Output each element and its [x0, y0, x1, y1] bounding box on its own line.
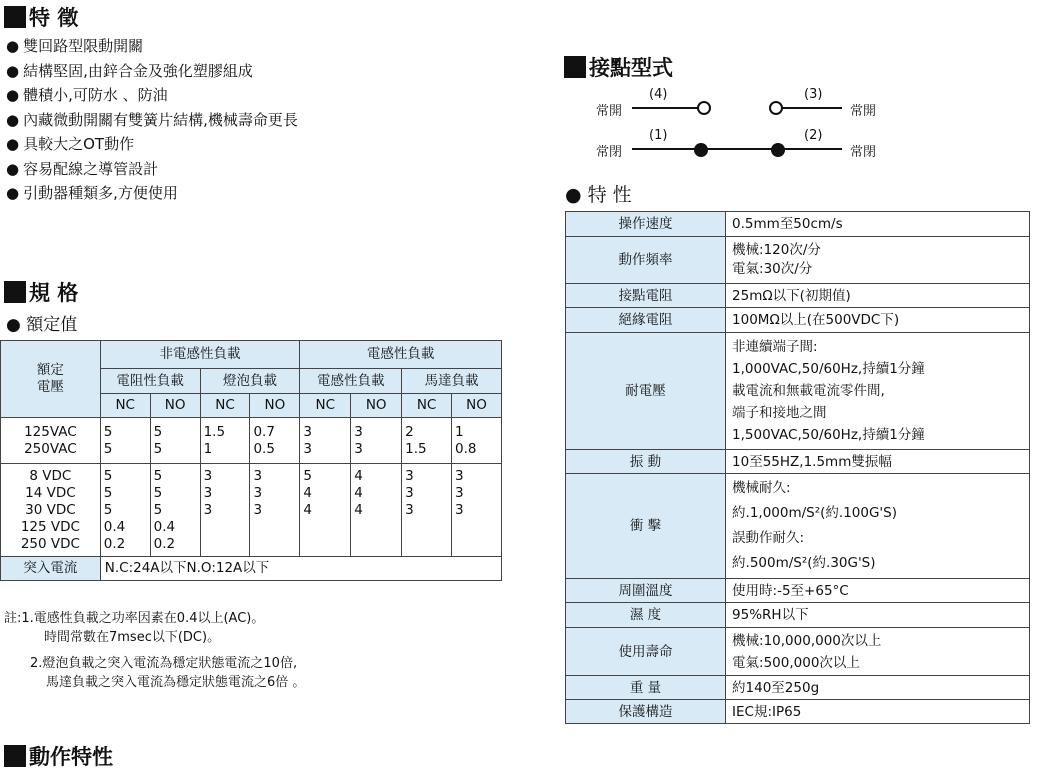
char-value: IEC規:IP65: [726, 700, 1030, 724]
dc-voltage-cell: 8 VDC 14 VDC 30 VDC 125 VDC 250 VDC: [1, 464, 101, 557]
terminal-4-label: (4): [649, 87, 668, 102]
normally-closed-label: 常閉: [596, 145, 623, 160]
contact-heading: [564, 52, 673, 82]
square-bullet-icon: [4, 745, 26, 767]
dc-value-cell: 3 3 3: [452, 464, 502, 557]
no-header: NO: [150, 394, 200, 418]
char-value: 10至55HZ,1.5mm雙振幅: [726, 450, 1030, 474]
char-value: 機械:10,000,000次以上 電氣:500,000次以上: [726, 628, 1030, 676]
inductive-load-header: 電感性負載: [300, 369, 402, 394]
closed-contact-icon: [694, 143, 708, 157]
normally-closed-label: 常閉: [850, 145, 877, 160]
bullet-icon: ●: [6, 184, 20, 202]
feature-item: ● 體積小,可防水 、防油: [6, 86, 168, 104]
feature-item: ● 容易配線之導管設計: [6, 159, 159, 178]
spec-subtitle-row: [6, 310, 77, 335]
square-bullet-icon: [4, 6, 26, 28]
char-value: 非連續端子間: 1,000VAC,50/60Hz,持續1分鐘 載電流和無載電流零件間, 端子和接地之間 1,500VAC,50/60Hz,持續1分鐘: [726, 333, 1030, 450]
inrush-value: N.C:24A以下N.O:12A以下: [100, 557, 501, 581]
char-value: 使用時:-5至+65°C: [726, 579, 1030, 603]
ac-value-cell: 1.5 1: [200, 418, 250, 464]
feature-item: ● 雙回路型限動開關: [6, 37, 144, 55]
nc-header: NC: [300, 394, 351, 418]
note-1-line-2: 時間常數在7msec以下(DC)。: [44, 629, 221, 645]
note-1-line-1: 1.電感性負載之功率因素在0.4以上(AC)。: [21, 611, 265, 626]
open-contact-icon: [698, 102, 710, 114]
features-heading: [4, 2, 78, 32]
feature-item: ● 結構堅固,由鋅合金及強化塑膠組成: [6, 61, 253, 80]
dc-value-cell: 3 3 3: [402, 464, 452, 557]
no-header: NO: [351, 394, 402, 418]
bullet-icon: ●: [6, 37, 20, 55]
char-value: 0.5mm至50cm/s: [726, 212, 1030, 237]
open-contact-icon: [770, 102, 782, 114]
features-list: [6, 34, 298, 206]
bullet-icon: ●: [6, 110, 20, 129]
motor-load-header: 馬達負載: [402, 369, 502, 394]
terminal-2-label: (2): [804, 128, 823, 143]
inrush-label: 突入電流: [1, 557, 101, 581]
characteristics-table: [565, 211, 1030, 724]
char-label: 振 動: [566, 450, 726, 474]
ac-value-cell: 2 1.5: [402, 418, 452, 464]
bullet-icon: ●: [6, 86, 20, 104]
contact-diagram: [560, 86, 900, 166]
char-label: 接點電阻: [566, 284, 726, 308]
dc-value-cell: 5 5 5 0.4 0.2: [150, 464, 200, 557]
rating-table: [0, 340, 502, 581]
feature-item: ● 引動器種類多,方便使用: [6, 184, 178, 202]
bullet-icon: ●: [6, 159, 20, 178]
inductive-header: 電感性負載: [300, 341, 502, 369]
normally-open-label: 常開: [850, 104, 877, 119]
nc-header: NC: [402, 394, 452, 418]
non-inductive-header: 非電感性負載: [100, 341, 300, 369]
characteristics-title: 特 性: [587, 184, 632, 206]
nc-header: NC: [100, 394, 150, 418]
ac-value-cell: 5 5: [100, 418, 150, 464]
bullet-icon: ●: [6, 61, 20, 80]
char-value: 機械耐久: 約.1,000m/S²(約.100G'S) 誤動作耐久: 約.500m/S²(約.30G'S): [726, 474, 1030, 579]
char-label: 重 量: [566, 676, 726, 700]
char-value: 機械:120次/分 電氣:30次/分: [726, 237, 1030, 284]
bullet-icon: ●: [6, 315, 21, 335]
char-value: 約140至250g: [726, 676, 1030, 700]
resistive-load-header: 電阻性負載: [100, 369, 200, 394]
spec-subtitle: 額定值: [26, 315, 78, 335]
char-value: 95%RH以下: [726, 603, 1030, 628]
contact-title: 接點型式: [589, 56, 673, 80]
ac-voltage-cell: 125VAC 250VAC: [1, 418, 101, 464]
char-label: 濕 度: [566, 603, 726, 628]
char-value: 25mΩ以下(初期值): [726, 284, 1030, 308]
spec-title: 規 格: [29, 281, 79, 305]
no-header: NO: [452, 394, 502, 418]
square-bullet-icon: [564, 56, 586, 78]
terminal-3-label: (3): [804, 87, 823, 102]
operation-title: 動作特性: [29, 745, 113, 769]
dc-value-cell: 4 4 4: [351, 464, 402, 557]
ac-value-cell: 3 3: [300, 418, 351, 464]
closed-contact-icon: [771, 143, 785, 157]
rated-voltage-header: 額定 電壓: [1, 341, 101, 418]
ac-value-cell: 5 5: [150, 418, 200, 464]
dc-value-cell: 5 4 4: [300, 464, 351, 557]
feature-item: ● 內藏微動開關有雙簧片結構,機械壽命更長: [6, 110, 298, 129]
char-label: 使用壽命: [566, 628, 726, 676]
char-label: 操作速度: [566, 212, 726, 237]
char-label: 動作頻率: [566, 237, 726, 284]
bullet-icon: ●: [565, 184, 582, 206]
char-label: 周圍溫度: [566, 579, 726, 603]
normally-open-label: 常開: [596, 104, 623, 119]
note-2-line-2: 馬達負載之突入電流為穩定狀態電流之6倍 。: [46, 674, 306, 690]
characteristics-heading: [565, 180, 632, 207]
features-title: 特 徵: [29, 6, 79, 30]
note-2-line-1: 2.燈泡負載之突入電流為穩定狀態電流之10倍,: [30, 656, 298, 671]
char-value: 100MΩ以上(在500VDC下): [726, 308, 1030, 333]
no-header: NO: [250, 394, 300, 418]
spec-heading: [4, 277, 78, 307]
square-bullet-icon: [4, 281, 26, 303]
feature-item: ● 具較大之OT動作: [6, 135, 135, 153]
operation-heading: [4, 741, 113, 771]
char-label: 保護構造: [566, 700, 726, 724]
spec-notes: [4, 610, 305, 692]
char-label: 耐電壓: [566, 333, 726, 450]
ac-value-cell: 3 3: [351, 418, 402, 464]
dc-value-cell: 5 5 5 0.4 0.2: [100, 464, 150, 557]
ac-value-cell: 1 0.8: [452, 418, 502, 464]
char-label: 絕緣電阻: [566, 308, 726, 333]
ac-value-cell: 0.7 0.5: [250, 418, 300, 464]
notes-prefix: 註:: [4, 611, 22, 626]
dc-value-cell: 3 3 3: [250, 464, 300, 557]
bullet-icon: ●: [6, 135, 20, 153]
dc-value-cell: 3 3 3: [200, 464, 250, 557]
terminal-1-label: (1): [649, 128, 668, 143]
char-label: 衝 擊: [566, 474, 726, 579]
lamp-load-header: 燈泡負載: [200, 369, 300, 394]
nc-header: NC: [200, 394, 250, 418]
